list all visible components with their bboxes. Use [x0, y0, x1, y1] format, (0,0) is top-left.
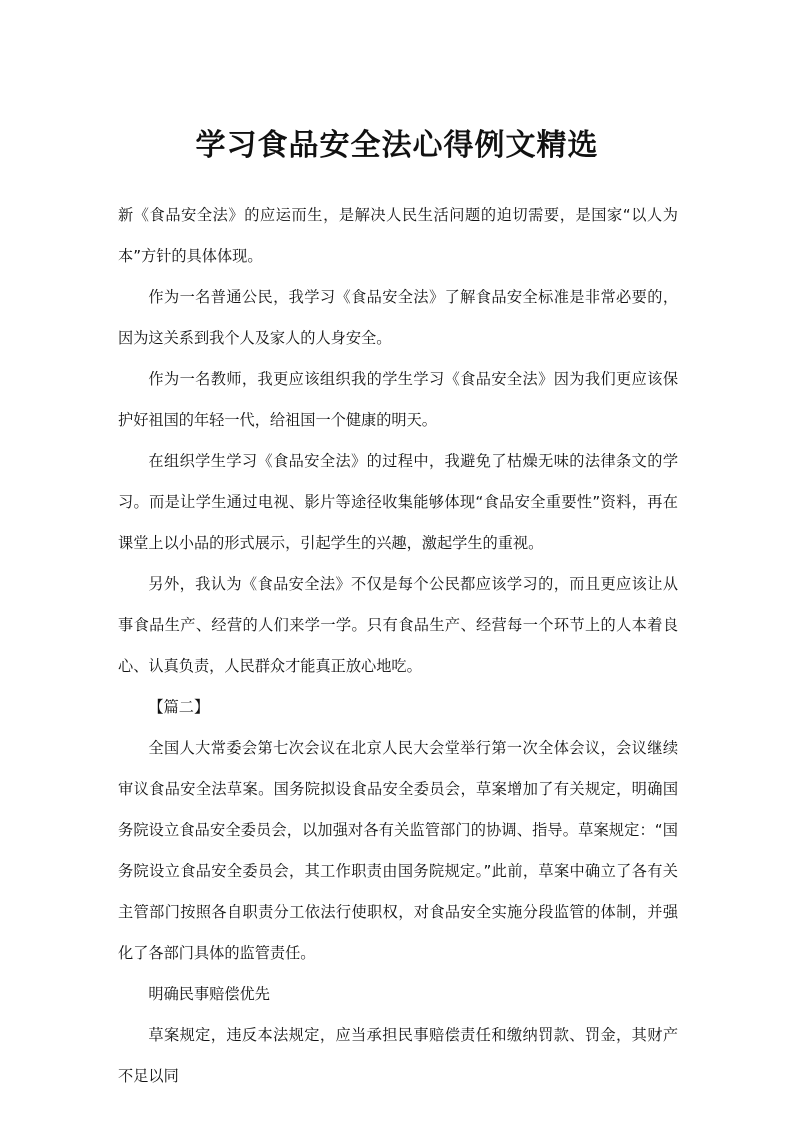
paragraph-draft-provisions: 草案规定，违反本法规定，应当承担民事赔偿责任和缴纳罚款、罚金，其财产不足以同 [118, 1026, 678, 1085]
paragraph-intro: 新《食品安全法》的应运而生，是解决人民生活问题的迫切需要，是国家“以人为本”方针的具体体现。 [118, 206, 678, 265]
paragraph-npc-meeting: 全国人大常委会第七次会议在北京人民大会堂举行第一次全体会议，会议继续审议食品安全法草案。国务院拟设食品安全委员会，草案增加了有关规定，明确国务院设立食品安全委员会，以加强对各有关监管部门的协调、指导。草案规定：“国务院设立食品安全委员会，其工作职责由国务院规定。”此前，草案中确立了各有关主管部门按照各自职责分工依法行使职权，对食品安全实施分段监管的体制，并强化了各部门具体的监管责任。 [118, 739, 678, 962]
subheading-civil-compensation: 明确民事赔偿优先 [148, 985, 270, 1003]
section-heading-part-two: 【篇二】 [148, 698, 210, 716]
paragraph-producers: 另外，我认为《食品安全法》不仅是每个公民都应该学习的，而且更应该让从事食品生产、经营的人们来学一学。只有食品生产、经营每一个环节上的人本着良心、认真负责，人民群众才能真正放心地吃。 [118, 575, 678, 675]
document-body [118, 195, 678, 1097]
paragraph-teaching-method: 在组织学生学习《食品安全法》的过程中，我避免了枯燥无味的法律条文的学习。而是让学生通过电视、影片等途径收集能够体现“食品安全重要性”资料，再在课堂上以小品的形式展示，引起学生的兴趣，激起学生的重视。 [118, 452, 678, 552]
paragraph-citizen: 作为一名普通公民，我学习《食品安全法》了解食品安全标准是非常必要的，因为这关系到我个人及家人的人身安全。 [118, 288, 678, 347]
paragraph-teacher: 作为一名教师，我更应该组织我的学生学习《食品安全法》因为我们更应该保护好祖国的年轻一代，给祖国一个健康的明天。 [118, 370, 678, 429]
document-title: 学习食品安全法心得例文精选 [195, 128, 599, 163]
